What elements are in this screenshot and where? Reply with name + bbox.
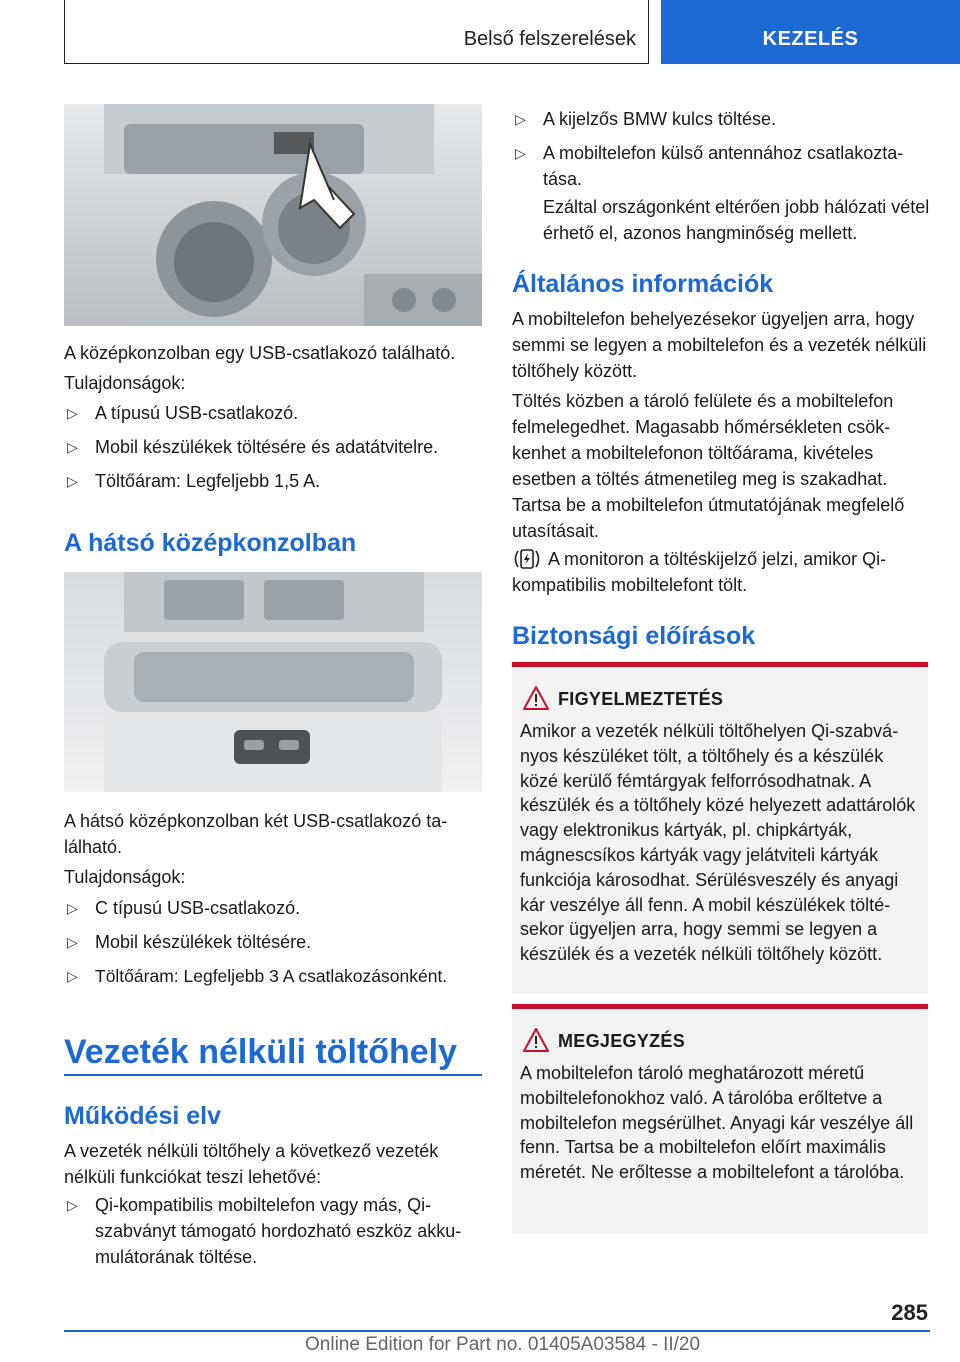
list-item: ▷ Töltőáram: Legfeljebb 1,5 A. (64, 468, 482, 494)
list-item: ▷ C típusú USB-csatlakozó. (64, 895, 494, 921)
charging-indicator-row (512, 546, 930, 598)
charging-indicator-icon (512, 548, 542, 570)
triangle-bullet-icon: ▷ (515, 145, 526, 161)
list-item: ▷ A típusú USB-csatlakozó. (64, 400, 482, 426)
notice-title: MEGJEGYZÉS (558, 1031, 686, 1051)
header-chapter-label: KEZELÉS (762, 28, 859, 50)
principle-text: A vezeték nélküli töltőhely a következő vezeték nélküli funkciókat teszi lehetővé: (64, 1141, 439, 1187)
general-paragraph-1: A mobiltelefon behelyezésekor ügyeljen arra, hogy semmi se legyen a mobiltelefon és a vezeték nélküli töltőhely között. (512, 309, 927, 381)
heading-general-info: Általános információk (512, 270, 774, 298)
header-frame (64, 0, 649, 64)
rear-console-photo (64, 572, 482, 792)
triangle-bullet-icon: ▷ (67, 968, 78, 984)
warning-box (512, 662, 928, 994)
caption-rear-console: A hátsó középkonzolban két USB-csatlakozó található. (64, 811, 448, 857)
page-number: 285 (891, 1300, 928, 1325)
warning-text: Amikor a vezeték nélküli töltőhelyen Qi-szabványos készüléket tölt, a töltőhely és a készülék közé kerülő fémtárgyak felforrósodhatnak. A készülék és a töltőhely közé helyezett adattárolók vagy elektronikus kártyák, pl. chipkártyák, mágnescsíkos kártyák vagy jelátviteli kártyák funkciója károsodhat. Sérülésveszély és anyagi kár veszélye áll fenn. A mobil készülékek töltésekor ügyeljen arra, hogy semmi se legyen a készülék és a vezeték nélküli töltőhely között. (520, 721, 916, 965)
list-item: ▷ A kijelzős BMW kulcs töltése. (512, 106, 930, 132)
heading-safety: Biztonsági előírások (512, 622, 756, 650)
header-chapter-tab (661, 0, 960, 64)
general-paragraph-3: A monitoron a töltéskijelző jelzi, amikor Qi-kompatibilis mobiltelefont tölt. (512, 549, 887, 595)
footer-rule (64, 1330, 930, 1332)
list-item: ▷ Mobil készülékek töltésére. (64, 929, 494, 955)
triangle-bullet-icon: ▷ (67, 473, 78, 489)
list-item: ▷ Qi-kompatibilis mobiltelefon vagy más, Qi-szabványt támogató hordozható eszköz akkumulátorának töltése. (64, 1192, 482, 1270)
warning-title: FIGYELMEZTETÉS (558, 689, 724, 709)
footer-edition: Online Edition for Part no. 01405A03584 - II/20 (305, 1334, 701, 1355)
triangle-bullet-icon: ▷ (67, 900, 78, 916)
functions-list (64, 1192, 482, 1270)
functions-list-continued (512, 106, 930, 192)
heading-underline (64, 1074, 482, 1076)
triangle-bullet-icon: ▷ (67, 405, 78, 421)
heading-rear-console: A hátsó középkonzolban (64, 529, 357, 557)
properties-label-1: Tulajdonságok: (64, 373, 186, 393)
notice-box (512, 1004, 928, 1234)
properties-label-2: Tulajdonságok: (64, 867, 186, 887)
notice-triangle-icon (522, 1027, 550, 1053)
notice-text: A mobiltelefon tároló meghatározott méretű mobiltelefonokhoz való. A tárolóba erőltetve a mobiltelefon megsérülhet. Anyagi kár veszélye áll fenn. Tartsa be a mobiltelefon előírt maximális méretét. Ne erőltesse a mobiltelefont a tárolóba. (520, 1063, 914, 1183)
list-item: ▷ Mobil készülékek töltésére és adatátvitelre. (64, 434, 482, 460)
center-console-photo (64, 104, 482, 326)
list-item: ▷ Töltőáram: Legfeljebb 3 A csatlakozásonként. (64, 963, 494, 989)
caption-center-console: A középkonzolban egy USB-csatlakozó található. (64, 343, 456, 363)
warning-triangle-icon (522, 685, 550, 711)
antenna-note: Ezáltal országonként eltérően jobb hálózati vétel érhető el, azonos hangminőség mellett. (543, 197, 930, 243)
list-item: ▷ A mobiltelefon külső antennához csatlakoztatása. (512, 140, 930, 192)
general-paragraph-2: Töltés közben a tároló felülete és a mobiltelefon felmelegedhet. Magasabb hőmérsékleten csökkenhet a mobiltelefonon töltőárama, kivételes esetben a töltés átmenetileg meg is szakadhat. Tartsa be a mobiltelefon útmutatójának megfelelő utasításait. (512, 391, 905, 541)
properties-list-1 (64, 400, 482, 494)
triangle-bullet-icon: ▷ (67, 1197, 78, 1213)
properties-list-2 (64, 895, 494, 989)
center-console-illustration (64, 104, 482, 326)
heading-wireless-charging: Vezeték nélküli töltőhely (64, 1033, 458, 1071)
heading-operating-principle: Működési elv (64, 1102, 221, 1130)
triangle-bullet-icon: ▷ (67, 934, 78, 950)
triangle-bullet-icon: ▷ (515, 111, 526, 127)
header-section-title: Belső felszerelések (463, 28, 636, 50)
rear-console-illustration (64, 572, 482, 792)
triangle-bullet-icon: ▷ (67, 439, 78, 455)
